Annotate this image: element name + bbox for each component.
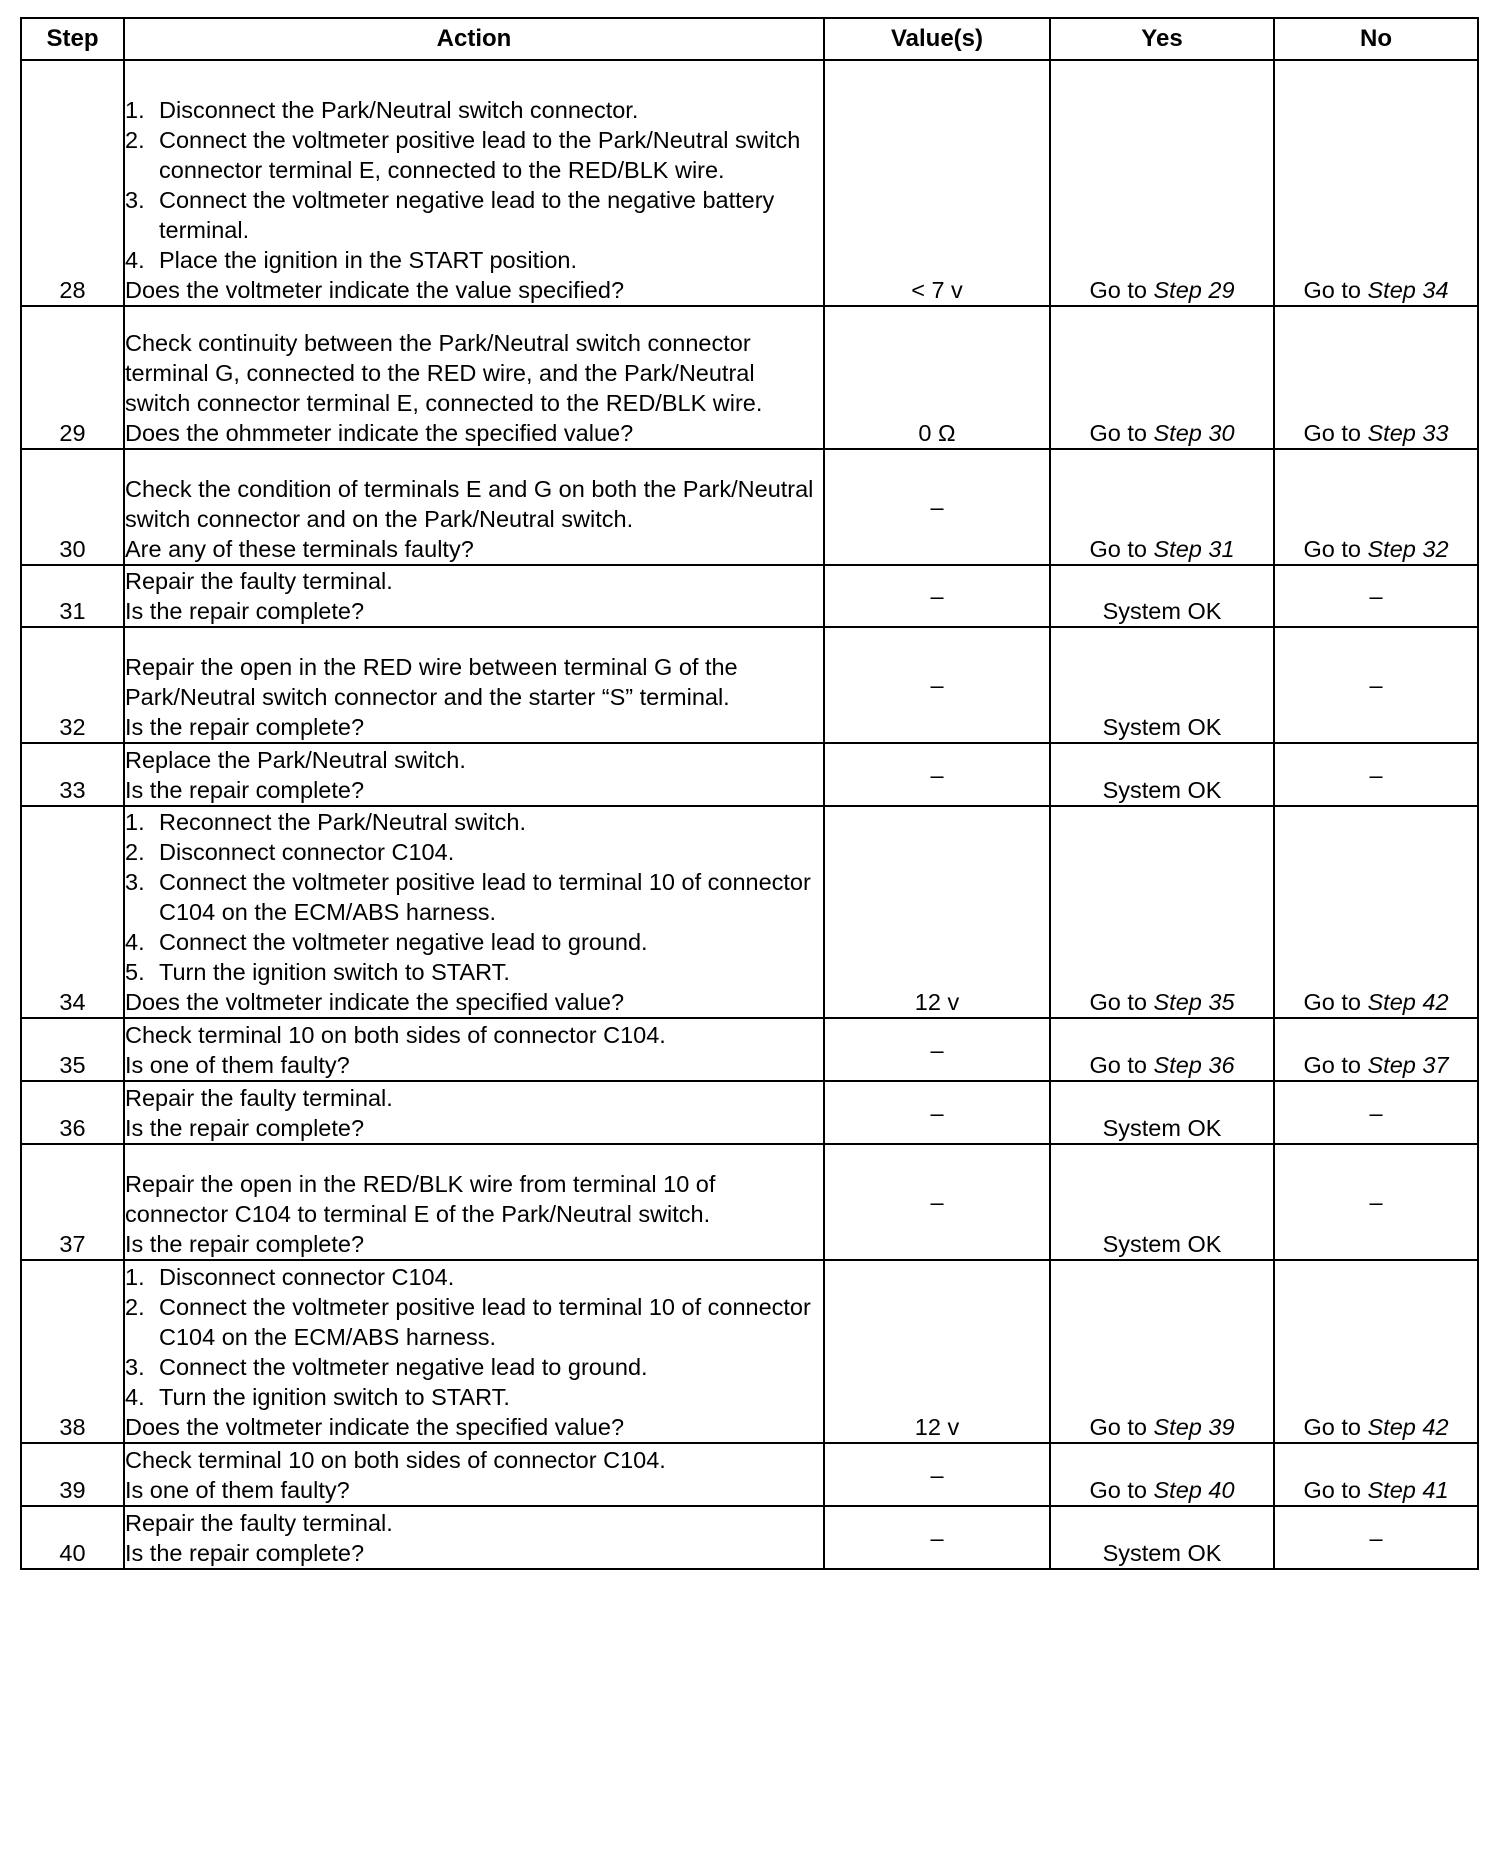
- table-row: [21, 806, 1478, 1018]
- action-cell: [124, 449, 824, 565]
- value-cell: –: [824, 1443, 1050, 1506]
- yes-goto-prefix: Go to: [1089, 420, 1154, 446]
- list-item: [125, 1382, 823, 1412]
- yes-cell: [1050, 60, 1274, 306]
- yes-cell: [1050, 306, 1274, 449]
- value-cell: –: [824, 565, 1050, 627]
- list-item-number: 2.: [125, 1294, 145, 1320]
- value-cell: 12 v: [824, 1260, 1050, 1443]
- action-text: Check the condition of terminals E and G on both the Park/Neutral switch connector and on the Park/Neutral switch.: [125, 476, 814, 532]
- action-text: Repair the faulty terminal.: [125, 1085, 393, 1111]
- yes-cell: System OK: [1050, 565, 1274, 627]
- action-steps-list: [125, 807, 823, 987]
- list-item: [125, 245, 823, 275]
- no-cell: –: [1274, 1081, 1478, 1144]
- yes-goto-prefix: Go to: [1089, 1414, 1154, 1440]
- list-item-number: 3.: [125, 187, 145, 213]
- action-question: Is the repair complete?: [125, 1115, 365, 1141]
- no-cell: [1274, 1018, 1478, 1081]
- action-question: Is the repair complete?: [125, 714, 365, 740]
- diagnostic-table: [20, 17, 1479, 1570]
- no-cell: [1274, 306, 1478, 449]
- value-cell: –: [824, 449, 1050, 565]
- step-number: 39: [21, 1443, 124, 1506]
- list-item: [125, 837, 823, 867]
- no-cell: [1274, 806, 1478, 1018]
- list-item-text: Disconnect connector C104.: [159, 839, 455, 865]
- yes-cell: System OK: [1050, 1081, 1274, 1144]
- no-goto-step: Step 33: [1367, 420, 1449, 446]
- header-step: Step: [21, 18, 124, 60]
- table-row: [21, 60, 1478, 306]
- action-steps-list: [125, 95, 823, 275]
- list-item-number: 2.: [125, 839, 145, 865]
- no-goto-prefix: Go to: [1303, 420, 1368, 446]
- value-cell: < 7 v: [824, 60, 1050, 306]
- action-text: Check terminal 10 on both sides of connector C104.: [125, 1447, 666, 1473]
- step-number: 36: [21, 1081, 124, 1144]
- action-question: Is the repair complete?: [125, 777, 365, 803]
- yes-cell: System OK: [1050, 627, 1274, 743]
- list-item-text: Connect the voltmeter positive lead to terminal 10 of connector C104 on the ECM/ABS harness.: [159, 1294, 811, 1350]
- yes-goto-step: Step 35: [1153, 989, 1235, 1015]
- no-cell: –: [1274, 1506, 1478, 1569]
- step-number: 31: [21, 565, 124, 627]
- action-cell: [124, 1081, 824, 1144]
- action-cell: [124, 743, 824, 806]
- value-cell: 12 v: [824, 806, 1050, 1018]
- no-goto-prefix: Go to: [1303, 1414, 1368, 1440]
- list-item: [125, 125, 823, 185]
- no-goto-prefix: Go to: [1303, 989, 1368, 1015]
- list-item: [125, 1352, 823, 1382]
- yes-goto-step: Step 36: [1153, 1052, 1235, 1078]
- list-item-number: 1.: [125, 809, 145, 835]
- value-cell: –: [824, 1081, 1050, 1144]
- action-steps-list: [125, 1262, 823, 1412]
- action-text: Repair the open in the RED/BLK wire from terminal 10 of connector C104 to terminal E of the Park/Neutral switch.: [125, 1171, 716, 1227]
- action-text: Repair the open in the RED wire between terminal G of the Park/Neutral switch connector and the starter “S” terminal.: [125, 654, 738, 710]
- list-item-number: 2.: [125, 127, 145, 153]
- list-item-text: Connect the voltmeter negative lead to ground.: [159, 1354, 648, 1380]
- value-cell: –: [824, 743, 1050, 806]
- action-question: Are any of these terminals faulty?: [125, 536, 474, 562]
- action-question: Is the repair complete?: [125, 1540, 365, 1566]
- list-item-text: Turn the ignition switch to START.: [159, 959, 510, 985]
- no-goto-step: Step 41: [1367, 1477, 1449, 1503]
- table-row: [21, 1260, 1478, 1443]
- action-cell: [124, 1144, 824, 1260]
- step-number: 35: [21, 1018, 124, 1081]
- list-item-number: 4.: [125, 1384, 145, 1410]
- yes-cell: System OK: [1050, 1144, 1274, 1260]
- action-text: Replace the Park/Neutral switch.: [125, 747, 466, 773]
- list-item: [125, 957, 823, 987]
- table-header-row: [21, 18, 1478, 60]
- no-cell: [1274, 1260, 1478, 1443]
- table-body: [21, 60, 1478, 1569]
- yes-goto-step: Step 30: [1153, 420, 1235, 446]
- list-item: [125, 927, 823, 957]
- list-item-text: Turn the ignition switch to START.: [159, 1384, 510, 1410]
- value-cell: 0 Ω: [824, 306, 1050, 449]
- list-item-text: Connect the voltmeter negative lead to the negative battery terminal.: [159, 187, 775, 243]
- no-cell: –: [1274, 743, 1478, 806]
- no-cell: –: [1274, 565, 1478, 627]
- action-question: Is one of them faulty?: [125, 1052, 350, 1078]
- action-question: Does the voltmeter indicate the specified value?: [125, 1414, 625, 1440]
- list-item-number: 3.: [125, 1354, 145, 1380]
- step-number: 34: [21, 806, 124, 1018]
- no-cell: [1274, 60, 1478, 306]
- action-cell: [124, 1443, 824, 1506]
- yes-goto-step: Step 29: [1153, 277, 1235, 303]
- action-cell: [124, 1018, 824, 1081]
- action-text: Check continuity between the Park/Neutral switch connector terminal G, connected to the RED wire, and the Park/Neutral switch connector terminal E, connected to the RED/BLK wire.: [125, 330, 763, 416]
- value-cell: –: [824, 1018, 1050, 1081]
- action-text: Check terminal 10 on both sides of connector C104.: [125, 1022, 666, 1048]
- action-cell: [124, 1260, 824, 1443]
- no-goto-step: Step 32: [1367, 536, 1449, 562]
- yes-goto-step: Step 39: [1153, 1414, 1235, 1440]
- value-cell: –: [824, 627, 1050, 743]
- yes-goto-prefix: Go to: [1089, 1052, 1154, 1078]
- list-item-text: Connect the voltmeter positive lead to terminal 10 of connector C104 on the ECM/ABS harness.: [159, 869, 811, 925]
- action-question: Is the repair complete?: [125, 598, 365, 624]
- table-row: [21, 1018, 1478, 1081]
- step-number: 30: [21, 449, 124, 565]
- header-yes: Yes: [1050, 18, 1274, 60]
- no-goto-step: Step 37: [1367, 1052, 1449, 1078]
- action-text: Repair the faulty terminal.: [125, 568, 393, 594]
- table-row: [21, 1144, 1478, 1260]
- yes-goto-step: Step 40: [1153, 1477, 1235, 1503]
- action-question: Is the repair complete?: [125, 1231, 365, 1257]
- value-cell: –: [824, 1506, 1050, 1569]
- table-row: [21, 1443, 1478, 1506]
- step-number: 33: [21, 743, 124, 806]
- list-item-text: Connect the voltmeter negative lead to ground.: [159, 929, 648, 955]
- no-goto-prefix: Go to: [1303, 1477, 1368, 1503]
- action-question: Does the ohmmeter indicate the specified value?: [125, 420, 634, 446]
- table-row: [21, 1506, 1478, 1569]
- no-goto-prefix: Go to: [1303, 1052, 1368, 1078]
- list-item: [125, 807, 823, 837]
- no-goto-prefix: Go to: [1303, 536, 1368, 562]
- step-number: 28: [21, 60, 124, 306]
- action-cell: [124, 806, 824, 1018]
- action-cell: [124, 1506, 824, 1569]
- value-cell: –: [824, 1144, 1050, 1260]
- table-row: [21, 306, 1478, 449]
- list-item-text: Place the ignition in the START position.: [159, 247, 578, 273]
- list-item: [125, 185, 823, 245]
- no-goto-prefix: Go to: [1303, 277, 1368, 303]
- action-cell: [124, 565, 824, 627]
- no-goto-step: Step 42: [1367, 1414, 1449, 1440]
- list-item-text: Reconnect the Park/Neutral switch.: [159, 809, 527, 835]
- no-goto-step: Step 42: [1367, 989, 1449, 1015]
- action-cell: [124, 60, 824, 306]
- action-text: Repair the faulty terminal.: [125, 1510, 393, 1536]
- list-item: [125, 1262, 823, 1292]
- list-item-number: 5.: [125, 959, 145, 985]
- no-cell: –: [1274, 627, 1478, 743]
- step-number: 40: [21, 1506, 124, 1569]
- list-item-text: Disconnect connector C104.: [159, 1264, 455, 1290]
- list-item-number: 1.: [125, 1264, 145, 1290]
- no-cell: [1274, 449, 1478, 565]
- no-goto-step: Step 34: [1367, 277, 1449, 303]
- list-item-number: 4.: [125, 247, 145, 273]
- yes-goto-prefix: Go to: [1089, 536, 1154, 562]
- step-number: 32: [21, 627, 124, 743]
- header-no: No: [1274, 18, 1478, 60]
- list-item-number: 3.: [125, 869, 145, 895]
- no-cell: –: [1274, 1144, 1478, 1260]
- action-cell: [124, 627, 824, 743]
- yes-goto-step: Step 31: [1153, 536, 1235, 562]
- list-item: [125, 1292, 823, 1352]
- table-row: [21, 449, 1478, 565]
- header-action: Action: [124, 18, 824, 60]
- action-cell: [124, 306, 824, 449]
- yes-cell: System OK: [1050, 1506, 1274, 1569]
- list-item-number: 1.: [125, 97, 145, 123]
- list-item-text: Disconnect the Park/Neutral switch connector.: [159, 97, 639, 123]
- yes-cell: [1050, 806, 1274, 1018]
- action-question: Does the voltmeter indicate the value specified?: [125, 277, 625, 303]
- list-item-number: 4.: [125, 929, 145, 955]
- table-row: [21, 1081, 1478, 1144]
- list-item-text: Connect the voltmeter positive lead to the Park/Neutral switch connector terminal E, connected to the RED/BLK wire.: [159, 127, 801, 183]
- no-cell: [1274, 1443, 1478, 1506]
- table-row: [21, 743, 1478, 806]
- step-number: 38: [21, 1260, 124, 1443]
- yes-goto-prefix: Go to: [1089, 277, 1154, 303]
- yes-cell: [1050, 1018, 1274, 1081]
- action-question: Is one of them faulty?: [125, 1477, 350, 1503]
- list-item: [125, 95, 823, 125]
- yes-cell: System OK: [1050, 743, 1274, 806]
- step-number: 37: [21, 1144, 124, 1260]
- list-item: [125, 867, 823, 927]
- header-value: Value(s): [824, 18, 1050, 60]
- table-row: [21, 565, 1478, 627]
- yes-goto-prefix: Go to: [1089, 1477, 1154, 1503]
- action-question: Does the voltmeter indicate the specified value?: [125, 989, 625, 1015]
- step-number: 29: [21, 306, 124, 449]
- yes-cell: [1050, 1260, 1274, 1443]
- table-row: [21, 627, 1478, 743]
- yes-goto-prefix: Go to: [1089, 989, 1154, 1015]
- yes-cell: [1050, 449, 1274, 565]
- yes-cell: [1050, 1443, 1274, 1506]
